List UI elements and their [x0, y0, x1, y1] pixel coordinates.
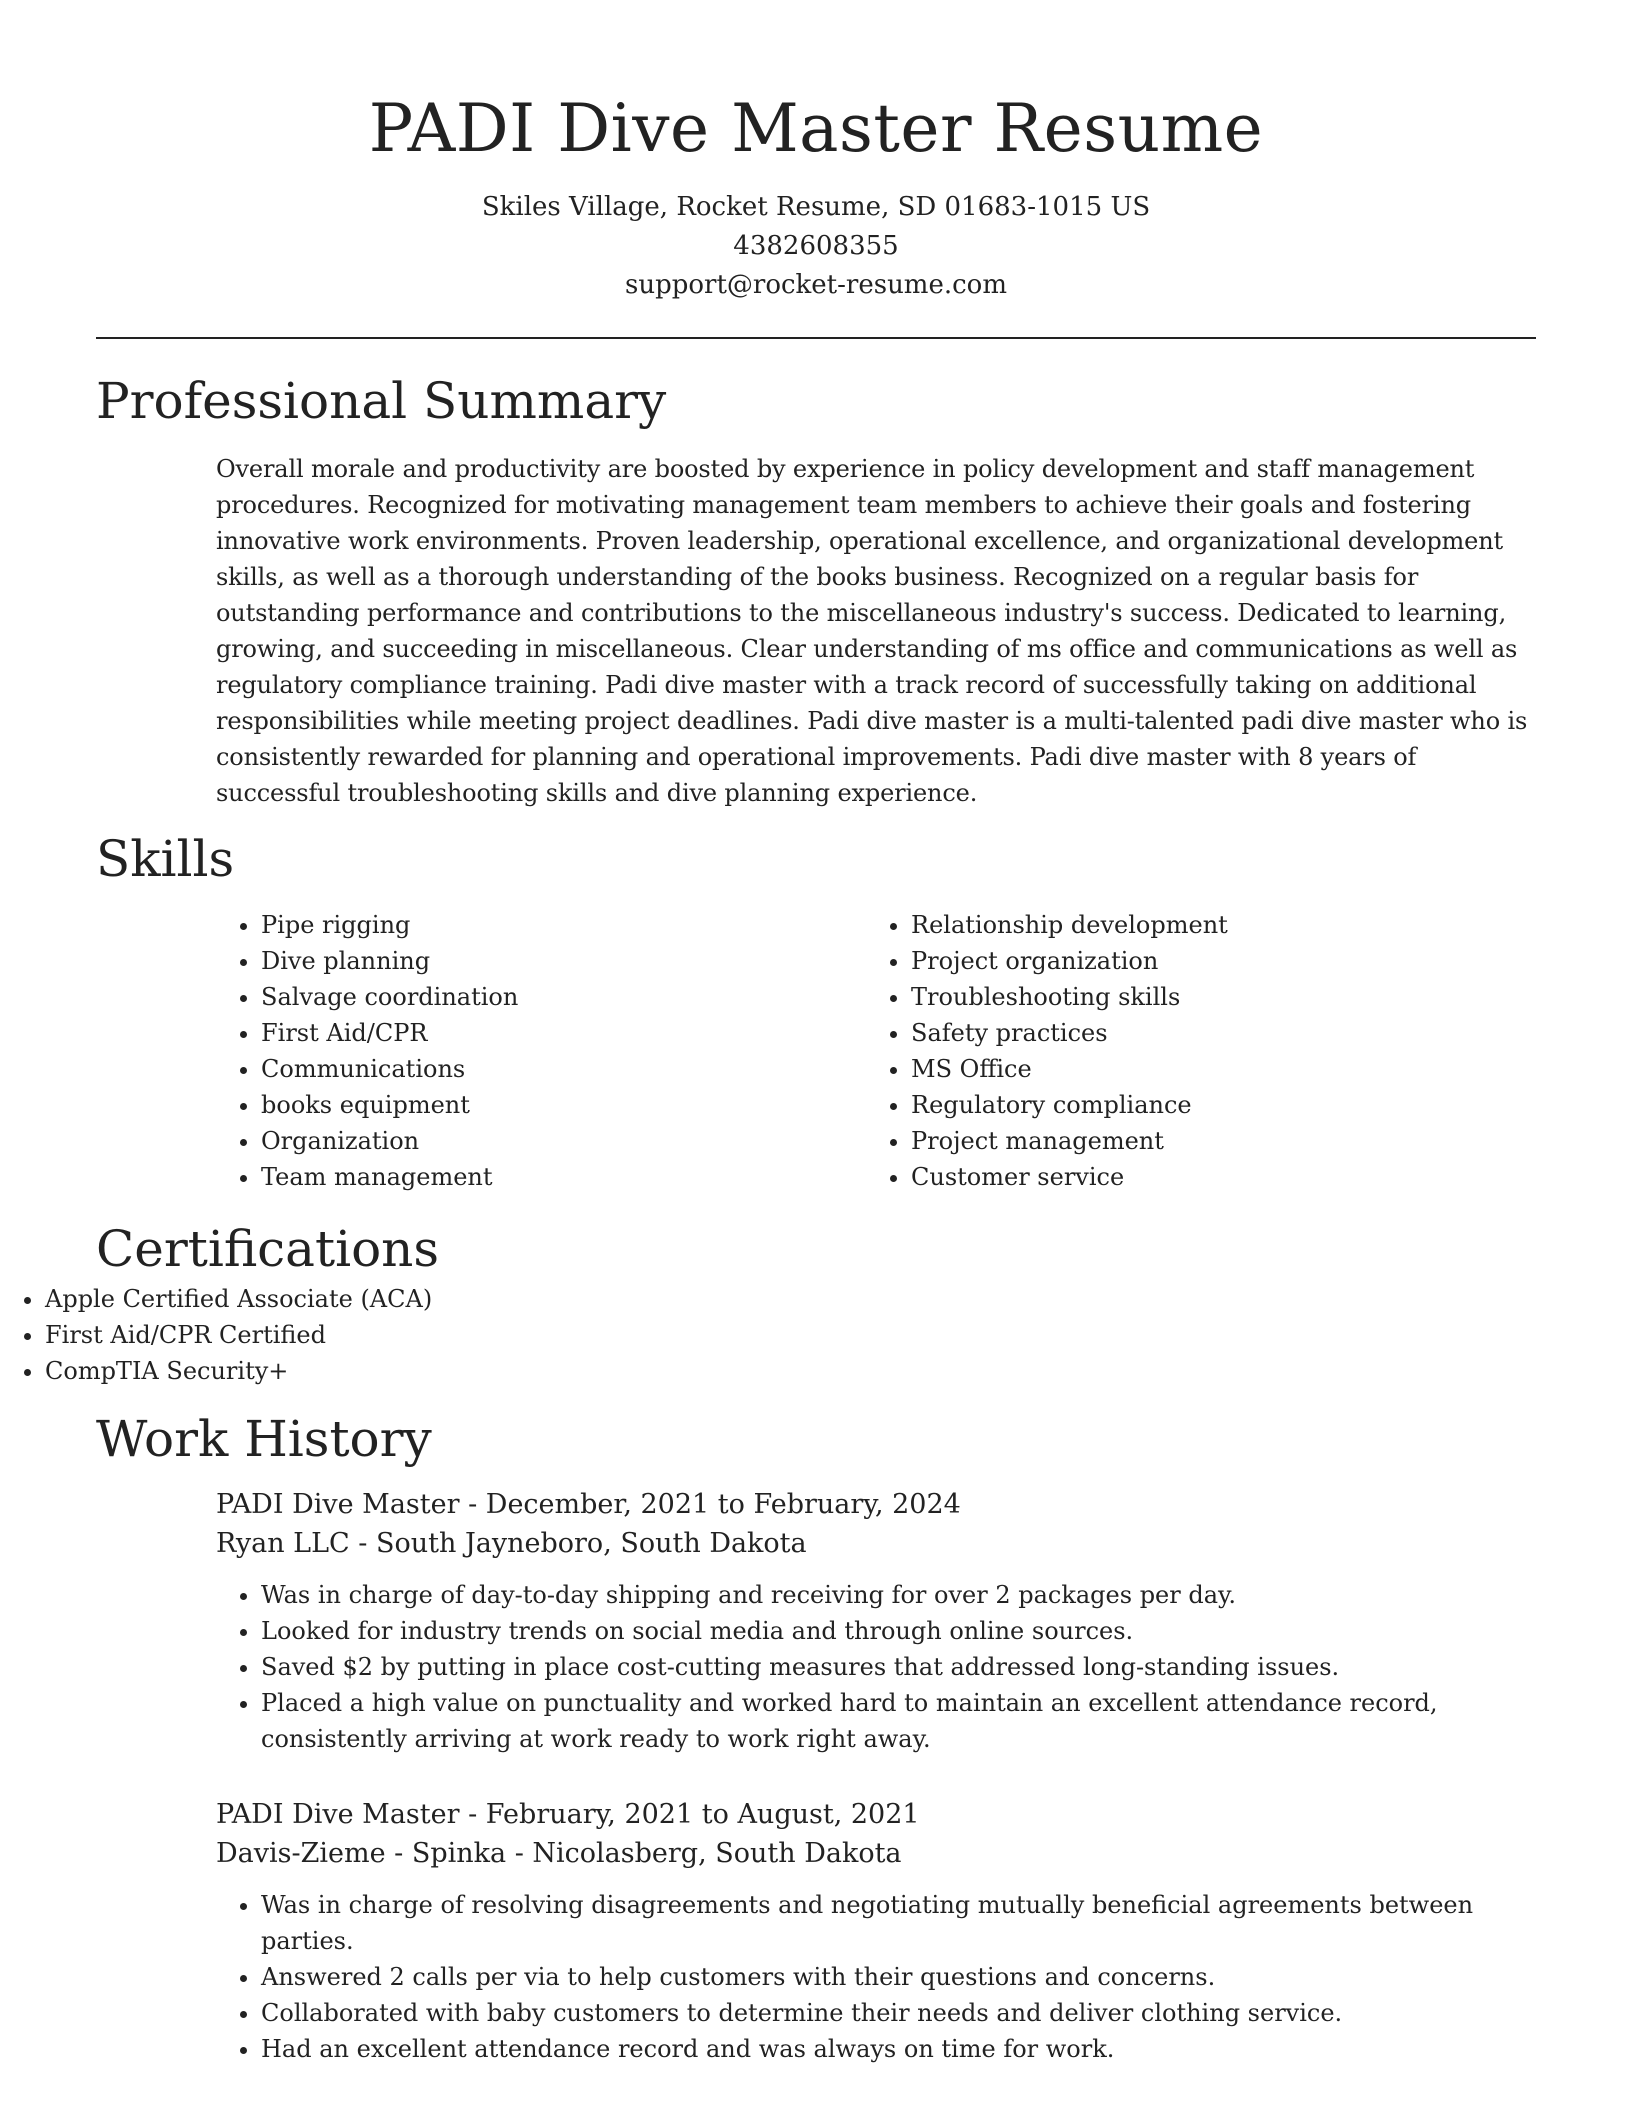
- job-title-line: PADI Dive Master - February, 2021 to August, 2021: [216, 1799, 920, 1830]
- job-bullets: [216, 1887, 1536, 2067]
- summary-heading: Professional Summary: [96, 372, 667, 430]
- skill-item: • Pipe rigging: [261, 907, 866, 943]
- work-history-heading: Work History: [96, 1410, 432, 1468]
- certifications-heading: Certifications: [96, 1220, 440, 1278]
- skill-item: • Regulatory compliance: [911, 1087, 1516, 1123]
- skill-item: • Relationship development: [911, 907, 1516, 943]
- job-bullet: • Was in charge of resolving disagreements and negotiating mutually beneficial agreements between parties.: [261, 1887, 1536, 1959]
- skill-item: • Organization: [261, 1123, 866, 1159]
- skills-list-right: [866, 907, 1516, 1195]
- job-bullets: [216, 1577, 1536, 1757]
- resume-title: PADI Dive Master Resume: [368, 90, 1264, 167]
- header-divider: [96, 337, 1536, 339]
- work-history-section: [0, 1407, 1632, 2067]
- contact-info: [0, 188, 1632, 305]
- certification-item: • CompTIA Security+: [45, 1353, 1632, 1389]
- contact-phone: 4382608355: [733, 231, 899, 261]
- job-bullet: • Looked for industry trends on social media and through online sources.: [261, 1613, 1536, 1649]
- certifications-section: [0, 1217, 1632, 1389]
- skills-heading: Skills: [96, 830, 235, 888]
- job-title-line: PADI Dive Master - December, 2021 to February, 2024: [216, 1489, 961, 1520]
- job-bullet: • Answered 2 calls per via to help customers with their questions and concerns.: [261, 1959, 1536, 1995]
- summary-text: Overall morale and productivity are boosted by experience in policy development and staff management procedures. Recognized for motivating management team members to achieve their goals and fostering innovative work environments. Proven leadership, operational excellence, and organizational development skills, as well as a thorough understanding of the books business. Recognized on a regular basis for outstanding performance and contributions to the miscellaneous industry's success. Dedicated to learning, growing, and succeeding in miscellaneous. Clear understanding of ms office and communications as well as regulatory compliance training. Padi dive master with a track record of successfully taking on additional responsibilities while meeting project deadlines. Padi dive master is a multi-talented padi dive master who is consistently rewarded for planning and operational improvements. Padi dive master with 8 years of successful troubleshooting skills and dive planning experience.: [216, 455, 1528, 807]
- summary-section: [0, 369, 1632, 811]
- contact-address: Skiles Village, Rocket Resume, SD 01683-1015 US: [481, 192, 1151, 222]
- job-company-line: Davis-Zieme - Spinka - Nicolasberg, South Dakota: [216, 1838, 902, 1869]
- skill-item: • Dive planning: [261, 943, 866, 979]
- skill-item: • Customer service: [911, 1159, 1516, 1195]
- job-bullet: • Was in charge of day-to-day shipping and receiving for over 2 packages per day.: [261, 1577, 1536, 1613]
- contact-email: support@rocket-resume.com: [624, 270, 1007, 300]
- skills-section: [0, 827, 1632, 1195]
- skill-item: • Troubleshooting skills: [911, 979, 1516, 1015]
- job-bullet: • Placed a high value on punctuality and worked hard to maintain an excellent attendance record, consistently arriving at work ready to work right away.: [261, 1685, 1536, 1757]
- skill-item: • First Aid/CPR: [261, 1015, 866, 1051]
- job-bullet: • Had an excellent attendance record and was always on time for work.: [261, 2031, 1536, 2067]
- certifications-list: [0, 1281, 1632, 1389]
- certification-item: • Apple Certified Associate (ACA): [45, 1281, 1632, 1317]
- skill-item: • Team management: [261, 1159, 866, 1195]
- skill-item: • Safety practices: [911, 1015, 1516, 1051]
- skill-item: • Project management: [911, 1123, 1516, 1159]
- job-entry: [216, 1485, 1536, 1757]
- skills-columns: [216, 907, 1536, 1195]
- certification-item: • First Aid/CPR Certified: [45, 1317, 1632, 1353]
- skill-item: • Communications: [261, 1051, 866, 1087]
- skills-list-left: [216, 907, 866, 1195]
- job-company-line: Ryan LLC - South Jayneboro, South Dakota: [216, 1528, 807, 1559]
- skill-item: • books equipment: [261, 1087, 866, 1123]
- skill-item: • Project organization: [911, 943, 1516, 979]
- resume-header: [0, 0, 1632, 305]
- job-entry: [216, 1795, 1536, 2067]
- job-bullet: • Collaborated with baby customers to determine their needs and deliver clothing service.: [261, 1995, 1536, 2031]
- skill-item: • MS Office: [911, 1051, 1516, 1087]
- skill-item: • Salvage coordination: [261, 979, 866, 1015]
- job-bullet: • Saved $2 by putting in place cost-cutting measures that addressed long-standing issues.: [261, 1649, 1536, 1685]
